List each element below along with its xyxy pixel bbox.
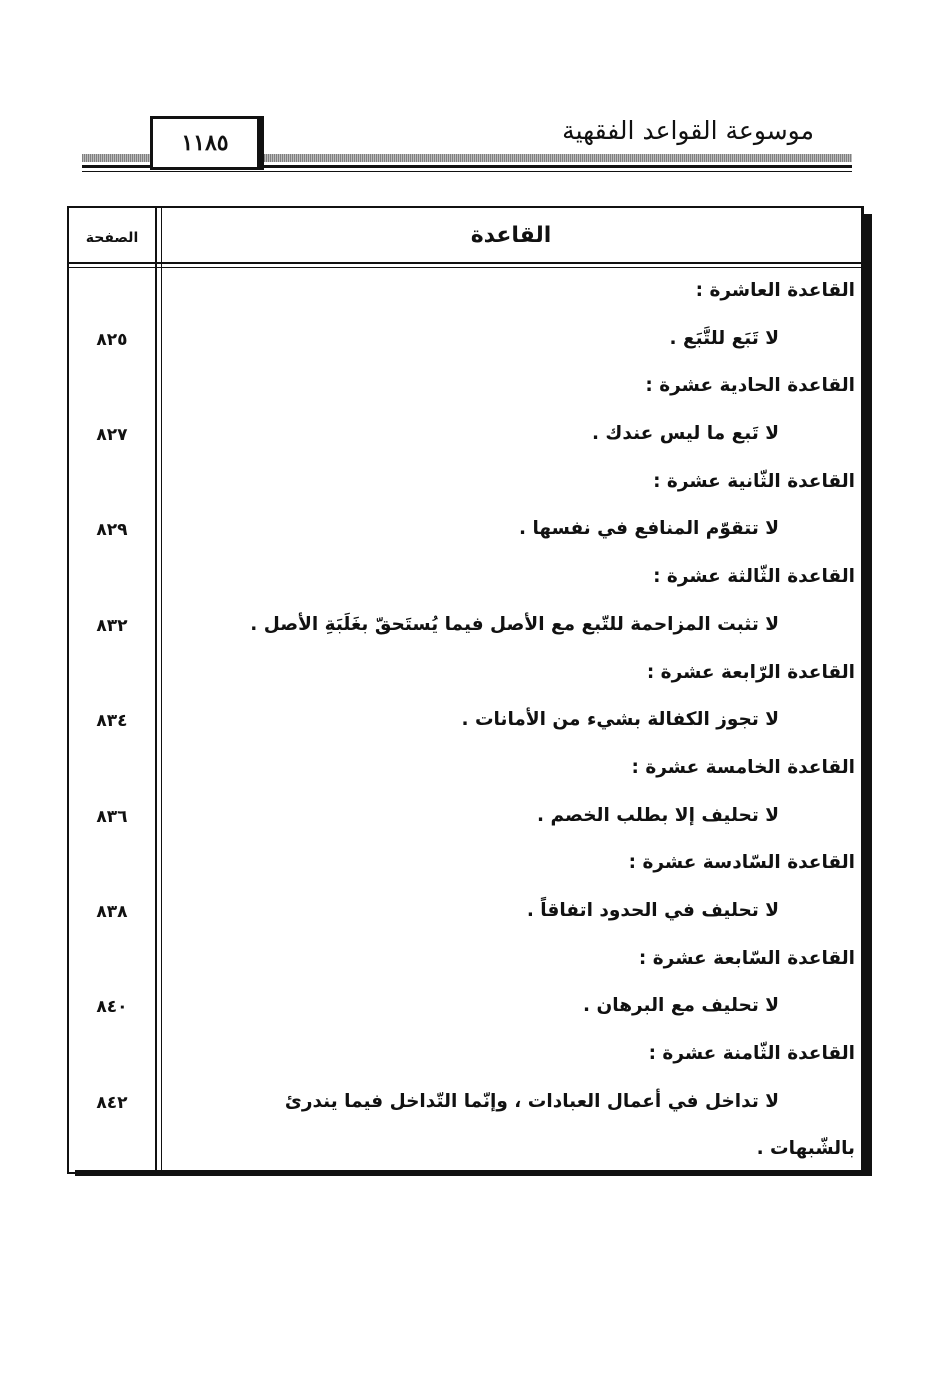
rule-heading-row bbox=[69, 459, 861, 507]
column-header-rule: القاعدة bbox=[470, 223, 552, 248]
rule-entry-row bbox=[69, 888, 861, 936]
page-ref: ٨٣٤ bbox=[96, 711, 128, 732]
page-ref: ٨٣٦ bbox=[96, 806, 128, 827]
rule-text: لا تَبَع للتَّبَع . bbox=[669, 327, 779, 349]
rule-heading-row bbox=[69, 840, 861, 888]
rule-heading-row bbox=[69, 554, 861, 602]
rule-entry-row bbox=[69, 506, 861, 554]
book-title: موسوعة القواعد الفقهية bbox=[562, 116, 814, 145]
rule-heading-row bbox=[69, 1031, 861, 1079]
rule-text: لا تَبع ما ليس عندك . bbox=[591, 423, 779, 445]
rule-text: لا تثبت المزاحمة للتّبع مع الأصل فيما يُستَحقّ بغَلَبَةِ الأصل . bbox=[250, 613, 779, 635]
rule-entry-row bbox=[69, 983, 861, 1031]
page-ref: ٨٢٧ bbox=[96, 425, 128, 446]
rule-text: بالشّبهات . bbox=[756, 1138, 855, 1160]
rule-heading-text: القاعدة السّادسة عشرة : bbox=[628, 852, 855, 874]
rule-text: لا تحليف مع البرهان . bbox=[583, 995, 779, 1017]
page-ref: ٨٤٠ bbox=[96, 997, 128, 1018]
page-ref: ٨٤٢ bbox=[96, 1092, 128, 1113]
rule-heading-row bbox=[69, 363, 861, 411]
rule-entry-row bbox=[69, 697, 861, 745]
rule-entry-row bbox=[69, 411, 861, 459]
index-table bbox=[67, 206, 864, 1174]
rule-heading-row bbox=[69, 745, 861, 793]
table-rows bbox=[69, 268, 861, 1174]
rule-text: لا تحليف في الحدود اتفاقاً . bbox=[526, 899, 779, 921]
rule-text: لا تجوز الكفالة بشيء من الأمانات . bbox=[461, 709, 779, 731]
rule-heading-row bbox=[69, 650, 861, 698]
page-ref: ٨٣٢ bbox=[96, 615, 128, 636]
rule-entry-row bbox=[69, 316, 861, 364]
rule-heading-text: القاعدة الرّابعة عشرة : bbox=[646, 661, 855, 683]
page-ref: ٨٣٨ bbox=[96, 901, 128, 922]
rule-heading-row bbox=[69, 268, 861, 316]
header-divider bbox=[69, 262, 861, 264]
header-rule-thin bbox=[82, 171, 852, 172]
rule-heading-text: القاعدة الثّامنة عشرة : bbox=[648, 1043, 855, 1064]
rule-continuation-row bbox=[69, 1126, 861, 1174]
rule-text: لا تتقوّم المنافع في نفسها . bbox=[519, 518, 779, 540]
rule-heading-text: القاعدة الحادية عشرة : bbox=[645, 375, 855, 397]
rule-heading-row bbox=[69, 936, 861, 984]
page-number: ١١٨٥ bbox=[181, 130, 229, 156]
column-header-page: الصفحة bbox=[85, 230, 139, 246]
rule-text: لا تحليف إلا بطلب الخصم . bbox=[537, 804, 779, 826]
rule-heading-text: القاعدة الثّانية عشرة : bbox=[653, 470, 855, 492]
rule-entry-row bbox=[69, 1079, 861, 1127]
rule-entry-row bbox=[69, 602, 861, 650]
page-ref: ٨٢٥ bbox=[96, 329, 128, 350]
page-ref: ٨٢٩ bbox=[96, 520, 128, 541]
rule-heading-text: القاعدة العاشرة : bbox=[695, 280, 855, 301]
rule-heading-text: القاعدة الخامسة عشرة : bbox=[631, 756, 855, 778]
rule-entry-row bbox=[69, 793, 861, 841]
rule-heading-text: القاعدة الثّالثة عشرة : bbox=[653, 566, 855, 588]
page-number-box bbox=[150, 116, 264, 170]
rule-heading-text: القاعدة السّابعة عشرة : bbox=[638, 947, 855, 969]
rule-text: لا تداخل في أعمال العبادات ، وإنّما التّداخل فيما يندرئ bbox=[284, 1090, 779, 1112]
